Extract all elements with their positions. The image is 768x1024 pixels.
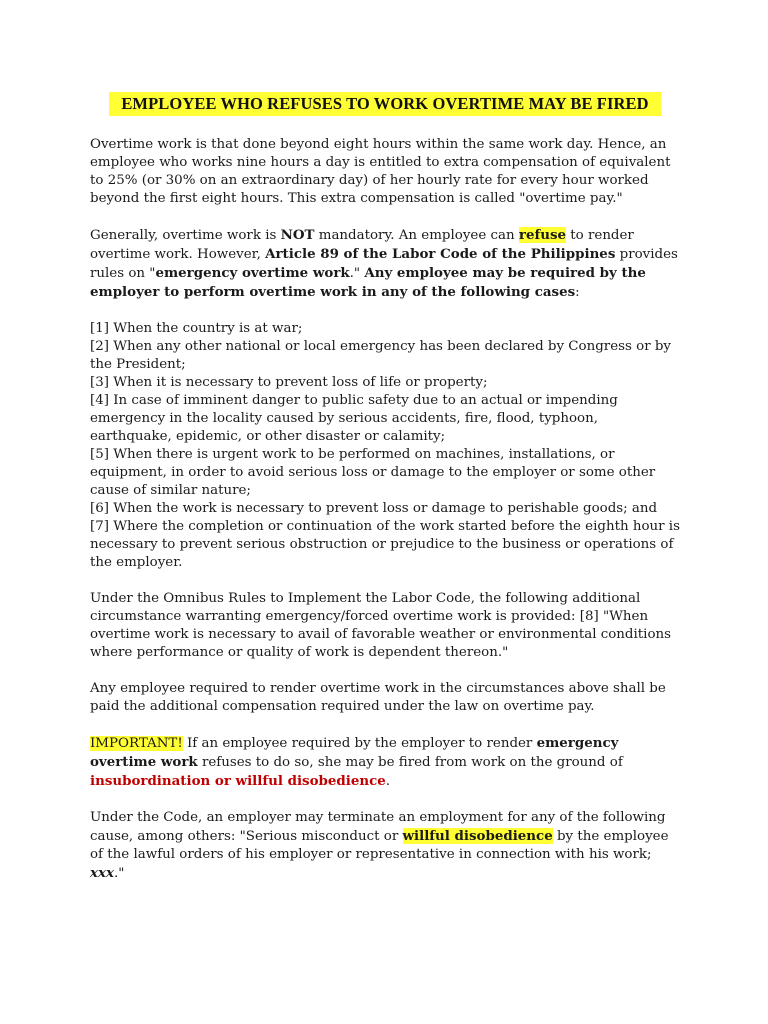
refuse-highlight: refuse — [518, 227, 567, 243]
document-page — [90, 92, 680, 901]
list-item: [7] Where the completion or continuation of the work started before the eighth hour is necessary to prevent serious obstruction or prejudice to the business or operations of the employer. — [90, 519, 680, 570]
important-highlight: IMPORTANT! — [90, 736, 183, 751]
paragraph-overtime-definition: Overtime work is that done beyond eight hours within the same work day. Hence, an employee who works nine hours a day is entitled to extra compensation of equivalent to 25% (or 30% on an extraordinary day) of her hourly rate for every hour worked beyond the first eight hours. This extra compensation is called "overtime pay." — [90, 137, 671, 206]
list-item: [4] In case of imminent danger to public safety due to an actual or impending emergency in the locality caused by serious accidents, fire, flood, typhoon, earthquake, epidemic, or other disaster or calamity; — [90, 393, 618, 444]
document-title: EMPLOYEE WHO REFUSES TO WORK OVERTIME MAY BE FIRED — [109, 92, 660, 116]
paragraph-additional-compensation: Any employee required to render overtime work in the circumstances above shall be paid the additional compensation required under the law on overtime pay. — [90, 681, 666, 714]
p2-text-1: Generally, overtime work is — [90, 228, 281, 243]
p5-text-2: refuses to do so, she may be fired from work on the ground of — [197, 755, 623, 770]
not-emphasis: NOT — [280, 227, 315, 243]
emergency-overtime-work-term: emergency overtime work — [90, 735, 619, 770]
paragraph-omnibus-rules: Under the Omnibus Rules to Implement the Labor Code, the following additional circumstance warranting emergency/forced overtime work is provided: [8] "When overtime work is necessary to avail of favorable weather or environmental conditions where performance or quality of work is dependent thereon." — [90, 591, 672, 660]
willful-disobedience-highlight: willful disobedience — [402, 828, 553, 844]
cases-list — [90, 320, 680, 572]
p2-text-2: mandatory. An employee can — [314, 228, 519, 243]
required-cases-statement: Any employee may be required by the employer to perform overtime work in any of the following cases — [90, 265, 646, 300]
title-wrap — [90, 92, 680, 116]
paragraph-emergency-overtime — [90, 226, 680, 302]
xxx-marker: xxx — [90, 865, 114, 881]
list-item: [1] When the country is at war; — [90, 321, 303, 336]
insubordination-ground: insubordination or willful disobedience — [90, 773, 386, 789]
p5-text-3: . — [385, 774, 391, 789]
p2-text-5: ." — [349, 266, 365, 281]
p5-text-1: If an employee required by the employer to render — [182, 736, 537, 751]
p6-text-2: by the employee of the lawful orders of his employer or representative in connection with his work; — [90, 829, 669, 862]
article-89-reference: Article 89 of the Labor Code of the Philippines — [265, 246, 616, 262]
p2-text-6: : — [575, 285, 580, 300]
list-item: [2] When any other national or local emergency has been declared by Congress or by the President; — [90, 339, 671, 372]
p2-text-4: provides rules on " — [90, 247, 678, 281]
p6-text-3: ." — [113, 866, 125, 881]
list-item: [6] When the work is necessary to prevent loss or damage to perishable goods; and — [90, 501, 658, 516]
paragraph-termination-cause — [90, 809, 680, 883]
emergency-overtime-term: emergency overtime work — [155, 265, 350, 281]
p2-text-3: to render overtime work. However, — [90, 228, 634, 262]
paragraph-important — [90, 734, 680, 791]
list-item: [3] When it is necessary to prevent loss of life or property; — [90, 375, 488, 390]
p6-text-1: Under the Code, an employer may terminate an employment for any of the following cause, among others: "Serious misconduct or — [90, 810, 666, 844]
list-item: [5] When there is urgent work to be performed on machines, installations, or equipment, in order to avoid serious loss or damage to the employer or some other cause of similar nature; — [90, 447, 656, 498]
